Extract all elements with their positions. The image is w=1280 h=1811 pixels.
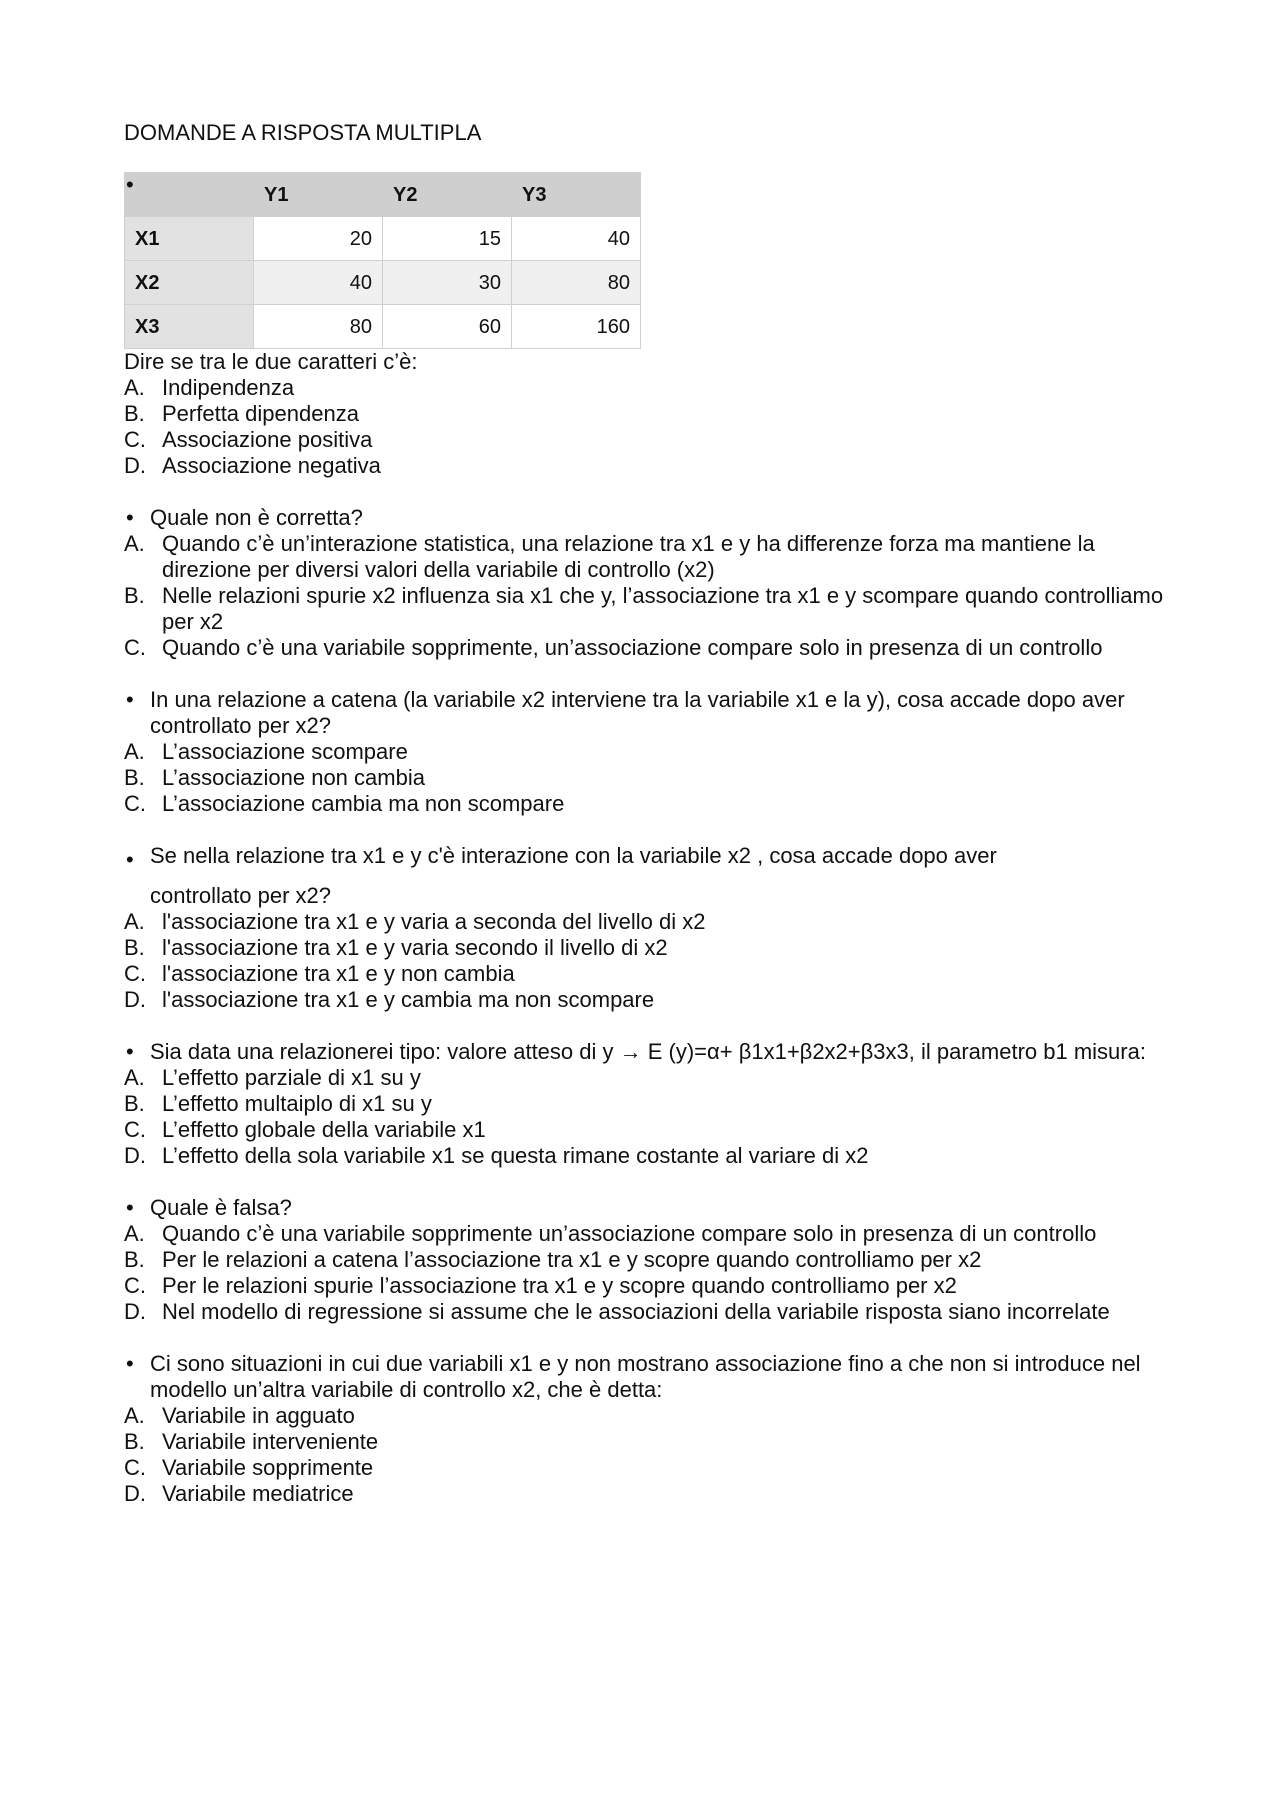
option-text: L’effetto parziale di x1 su y bbox=[162, 1065, 421, 1090]
question-7 bbox=[124, 1351, 1164, 1507]
question-bullet-row bbox=[124, 1351, 1164, 1403]
answer-option bbox=[124, 791, 1164, 817]
option-letter: C. bbox=[124, 791, 146, 816]
option-text: Per le relazioni spurie l’associazione tra x1 e y scopre quando controlliamo per x2 bbox=[162, 1273, 957, 1298]
question-text: Quale non è corretta? bbox=[150, 505, 363, 530]
question-bullet-row bbox=[124, 843, 1164, 872]
question-4 bbox=[124, 843, 1164, 1013]
table-cell: 60 bbox=[383, 305, 512, 349]
answer-option bbox=[124, 1455, 1164, 1481]
option-text: Quando c’è una variabile sopprimente un’associazione compare solo in presenza di un controllo bbox=[162, 1221, 1097, 1246]
option-text: L’effetto della sola variabile x1 se questa rimane costante al variare di x2 bbox=[162, 1143, 869, 1168]
question-text: Se nella relazione tra x1 e y c'è interazione con la variabile x2 , cosa accade dopo aver bbox=[150, 843, 997, 868]
table-cell: 80 bbox=[512, 261, 641, 305]
answer-option bbox=[124, 1091, 1164, 1117]
option-text: l'associazione tra x1 e y varia secondo il livello di x2 bbox=[162, 935, 668, 960]
answer-option bbox=[124, 583, 1164, 635]
option-letter: C. bbox=[124, 1273, 146, 1298]
option-letter: D. bbox=[124, 1299, 146, 1324]
bullet-icon: • bbox=[126, 1039, 134, 1064]
answer-option bbox=[124, 1117, 1164, 1143]
table-cell: 80 bbox=[254, 305, 383, 349]
question-1 bbox=[124, 172, 1164, 479]
option-text: Variabile interveniente bbox=[162, 1429, 379, 1454]
option-text: L’effetto multaiplo di x1 su y bbox=[162, 1091, 432, 1116]
option-letter: B. bbox=[124, 1247, 145, 1272]
option-text: l'associazione tra x1 e y cambia ma non scompare bbox=[162, 987, 655, 1012]
question-text-line2: controllato per x2? bbox=[150, 883, 331, 908]
table-cell: 30 bbox=[383, 261, 512, 305]
option-text: Variabile in agguato bbox=[162, 1403, 355, 1428]
question-3 bbox=[124, 687, 1164, 817]
answer-option bbox=[124, 1299, 1164, 1325]
option-text: Associazione negativa bbox=[162, 453, 381, 478]
table-row bbox=[125, 305, 641, 349]
option-letter: B. bbox=[124, 765, 145, 790]
question-5 bbox=[124, 1039, 1164, 1169]
option-text: L’associazione non cambia bbox=[162, 765, 425, 790]
document-page bbox=[124, 120, 1164, 1507]
option-letter: A. bbox=[124, 909, 145, 934]
row-header-x1: X1 bbox=[125, 217, 254, 261]
table-cell: 160 bbox=[512, 305, 641, 349]
answer-option bbox=[124, 987, 1164, 1013]
option-text: Nel modello di regressione si assume che le associazioni della variabile risposta siano incorrelate bbox=[162, 1299, 1110, 1324]
row-header-x2: X2 bbox=[125, 261, 254, 305]
table-row bbox=[125, 261, 641, 305]
question-bullet-row bbox=[124, 1039, 1164, 1065]
table-row bbox=[125, 217, 641, 261]
answer-option bbox=[124, 1273, 1164, 1299]
answer-option bbox=[124, 935, 1164, 961]
question-text: Ci sono situazioni in cui due variabili x1 e y non mostrano associazione fino a che non si introduce nel modello un’altra variabile di controllo x2, che è detta: bbox=[150, 1351, 1141, 1402]
option-letter: A. bbox=[124, 1221, 145, 1246]
column-header-y2: Y2 bbox=[383, 173, 512, 217]
option-text: Indipendenza bbox=[162, 375, 295, 400]
bullet-icon: • bbox=[126, 1195, 134, 1220]
option-letter: D. bbox=[124, 1481, 146, 1506]
answer-option bbox=[124, 453, 1164, 479]
question-text-continued bbox=[124, 883, 1164, 909]
option-text: L’effetto globale della variabile x1 bbox=[162, 1117, 486, 1142]
question-text: Dire se tra le due caratteri c’è: bbox=[124, 349, 418, 374]
answer-option bbox=[124, 375, 1164, 401]
table-cell: 15 bbox=[383, 217, 512, 261]
bullet-icon: • bbox=[126, 1351, 134, 1376]
option-text: l'associazione tra x1 e y non cambia bbox=[162, 961, 515, 986]
option-letter: B. bbox=[124, 1091, 145, 1116]
option-letter: C. bbox=[124, 1117, 146, 1142]
row-header-x3: X3 bbox=[125, 305, 254, 349]
column-header-y1: Y1 bbox=[254, 173, 383, 217]
bullet-icon: • bbox=[126, 687, 134, 712]
answer-option bbox=[124, 1065, 1164, 1091]
contingency-table bbox=[124, 172, 641, 349]
option-letter: B. bbox=[124, 1429, 145, 1454]
column-header-y3: Y3 bbox=[512, 173, 641, 217]
option-text: Associazione positiva bbox=[162, 427, 373, 452]
option-letter: A. bbox=[124, 1403, 145, 1428]
option-text: L’associazione cambia ma non scompare bbox=[162, 791, 565, 816]
option-text: Variabile mediatrice bbox=[162, 1481, 354, 1506]
option-letter: A. bbox=[124, 531, 145, 556]
option-letter: B. bbox=[124, 935, 145, 960]
option-text: L’associazione scompare bbox=[162, 739, 408, 764]
question-bullet-row bbox=[124, 505, 1164, 531]
answer-option bbox=[124, 765, 1164, 791]
table-cell: 40 bbox=[254, 261, 383, 305]
option-letter: C. bbox=[124, 427, 146, 452]
answer-option bbox=[124, 635, 1164, 661]
bullet-icon: • bbox=[126, 847, 134, 872]
question-bullet-row bbox=[124, 687, 1164, 739]
answer-option bbox=[124, 1429, 1164, 1455]
bullet-icon: • bbox=[126, 172, 134, 197]
answer-option bbox=[124, 1403, 1164, 1429]
option-text: Variabile sopprimente bbox=[162, 1455, 374, 1480]
answer-option bbox=[124, 1481, 1164, 1507]
answer-option bbox=[124, 1221, 1164, 1247]
question-text: Sia data una relazionerei tipo: valore atteso di y → E (y)=α+ β1x1+β2x2+β3x3, il parametro b1 misura: bbox=[150, 1039, 1146, 1064]
bullet-icon: • bbox=[126, 505, 134, 530]
answer-option bbox=[124, 961, 1164, 987]
option-letter: A. bbox=[124, 739, 145, 764]
option-text: Quando c’è una variabile sopprimente, un’associazione compare solo in presenza di un controllo bbox=[162, 635, 1103, 660]
answer-option bbox=[124, 1143, 1164, 1169]
option-letter: D. bbox=[124, 1143, 146, 1168]
option-letter: B. bbox=[124, 583, 145, 608]
answer-option bbox=[124, 739, 1164, 765]
option-text: Quando c’è un’interazione statistica, una relazione tra x1 e y ha differenze forza ma mantiene la direzione per diversi valori della variabile di controllo (x2) bbox=[162, 531, 1095, 582]
option-letter: D. bbox=[124, 987, 146, 1012]
option-letter: C. bbox=[124, 961, 146, 986]
answer-option bbox=[124, 427, 1164, 453]
question-2 bbox=[124, 505, 1164, 661]
page-title: DOMANDE A RISPOSTA MULTIPLA bbox=[124, 120, 482, 145]
table-header-row bbox=[125, 173, 641, 217]
answer-option bbox=[124, 909, 1164, 935]
table-cell: 20 bbox=[254, 217, 383, 261]
table-corner-cell bbox=[125, 173, 254, 217]
question-text: Quale è falsa? bbox=[150, 1195, 292, 1220]
option-letter: C. bbox=[124, 1455, 146, 1480]
question-bullet-row bbox=[124, 1195, 1164, 1221]
option-text: Nelle relazioni spurie x2 influenza sia x1 che y, l’associazione tra x1 e y scompare quando controlliamo per x2 bbox=[162, 583, 1164, 634]
answer-option bbox=[124, 531, 1164, 583]
table-cell: 40 bbox=[512, 217, 641, 261]
answer-option bbox=[124, 1247, 1164, 1273]
option-letter: D. bbox=[124, 453, 146, 478]
option-letter: A. bbox=[124, 375, 145, 400]
option-letter: A. bbox=[124, 1065, 145, 1090]
question-text: In una relazione a catena (la variabile x2 interviene tra la variabile x1 e la y), cosa accade dopo aver controllato per x2? bbox=[150, 687, 1125, 738]
answer-option bbox=[124, 401, 1164, 427]
option-letter: C. bbox=[124, 635, 146, 660]
option-letter: B. bbox=[124, 401, 145, 426]
option-text: Perfetta dipendenza bbox=[162, 401, 359, 426]
option-text: l'associazione tra x1 e y varia a seconda del livello di x2 bbox=[162, 909, 706, 934]
option-text: Per le relazioni a catena l’associazione tra x1 e y scopre quando controlliamo per x2 bbox=[162, 1247, 982, 1272]
question-6 bbox=[124, 1195, 1164, 1325]
